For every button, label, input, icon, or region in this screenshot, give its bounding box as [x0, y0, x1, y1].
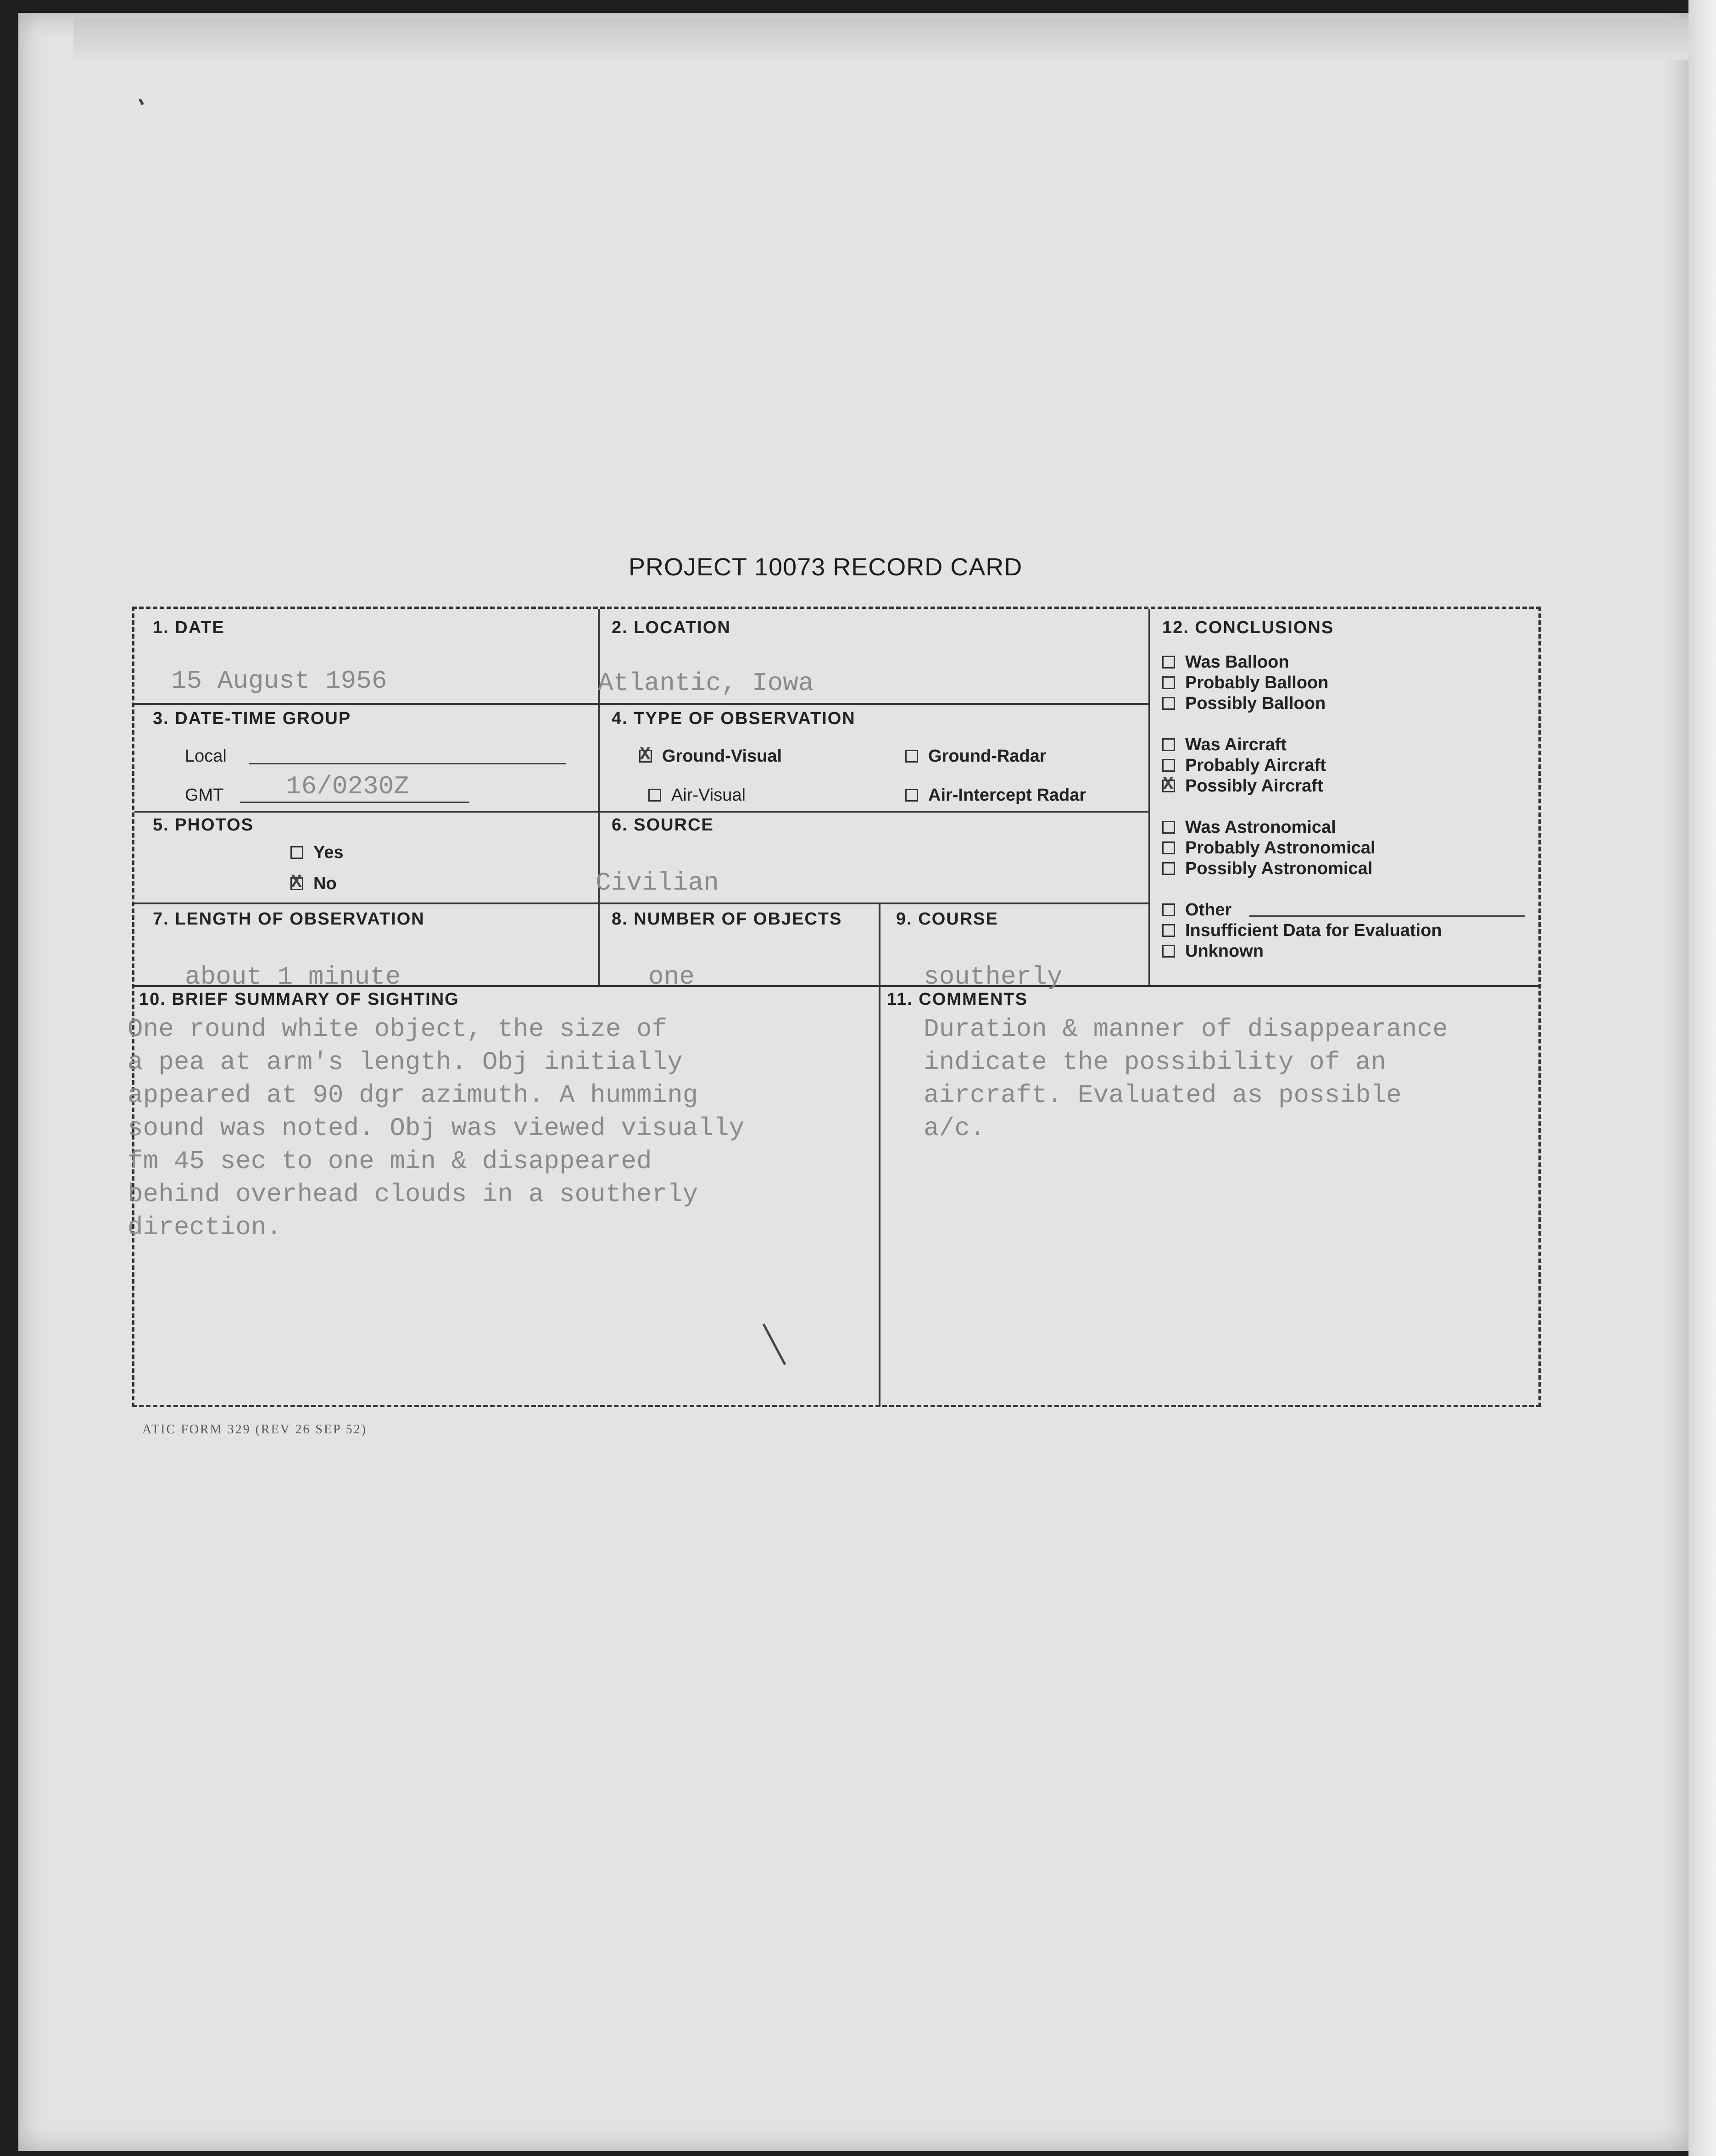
- comments-text: [924, 1013, 1448, 1145]
- checkbox-icon: [1162, 862, 1175, 875]
- checkbox-icon: [1162, 738, 1175, 751]
- divider-v-1: [598, 609, 600, 985]
- other-line: [1249, 915, 1525, 917]
- length-label: 7. LENGTH OF OBSERVATION: [153, 909, 425, 929]
- conclusion-other: Other: [1162, 900, 1231, 920]
- checkbox-icon: [1162, 924, 1175, 937]
- divider-h-3: [134, 903, 1148, 904]
- divider-v-conclusions: [1148, 609, 1150, 985]
- divider-v-course: [879, 903, 880, 1407]
- summary-label: 10. BRIEF SUMMARY OF SIGHTING: [139, 990, 459, 1009]
- checkbox-checked-icon: [290, 877, 303, 890]
- checkbox-icon: [1162, 841, 1175, 854]
- scan-top-band: [73, 18, 1688, 60]
- comments-line: Duration & manner of disappearance: [924, 1014, 1448, 1044]
- location-label: 2. LOCATION: [612, 618, 731, 637]
- form-footer: ATIC FORM 329 (REV 26 SEP 52): [142, 1422, 367, 1437]
- checkbox-icon: [905, 750, 918, 763]
- card-title: PROJECT 10073 RECORD CARD: [629, 553, 1023, 581]
- conclusion-was-balloon: Was Balloon: [1162, 652, 1289, 672]
- checkbox-checked-icon: [639, 750, 652, 763]
- dtg-label: 3. DATE-TIME GROUP: [153, 709, 351, 728]
- objects-value: one: [648, 962, 695, 992]
- dtg-local-line: [249, 763, 566, 764]
- conclusion-probably-astronomical: Probably Astronomical: [1162, 838, 1376, 858]
- length-value: about 1 minute: [185, 962, 401, 992]
- date-value: 15 August 1956: [171, 666, 387, 696]
- photos-no: XNo: [290, 874, 337, 894]
- conclusion-insufficient-data: Insufficient Data for Evaluation: [1162, 921, 1442, 941]
- objects-label: 8. NUMBER OF OBJECTS: [612, 909, 842, 929]
- dtg-gmt-value: 16/0230Z: [286, 772, 409, 801]
- scan-right-edge: [1688, 0, 1716, 2156]
- source-value: Civilian: [596, 868, 719, 897]
- checkbox-icon: [1162, 821, 1175, 834]
- summary-line: behind overhead clouds in a southerly: [128, 1180, 698, 1209]
- checkbox-icon: [1162, 903, 1175, 916]
- summary-line: fm 45 sec to one min & disappeared: [128, 1147, 652, 1176]
- course-value: southerly: [924, 962, 1063, 992]
- checkbox-checked-icon: [1162, 780, 1175, 792]
- checkbox-icon: [648, 789, 661, 802]
- photos-yes: Yes: [290, 843, 344, 863]
- type-label: 4. TYPE OF OBSERVATION: [612, 709, 856, 728]
- location-value: Atlantic, Iowa: [598, 669, 814, 698]
- summary-text: [128, 1013, 744, 1244]
- type-ground-visual: XGround-Visual: [639, 747, 782, 766]
- type-ground-radar: Ground-Radar: [905, 747, 1047, 766]
- conclusion-unknown: Unknown: [1162, 942, 1264, 961]
- source-label: 6. SOURCE: [612, 815, 714, 835]
- conclusion-was-astronomical: Was Astronomical: [1162, 818, 1336, 837]
- checkbox-icon: [1162, 697, 1175, 710]
- conclusion-possibly-balloon: Possibly Balloon: [1162, 694, 1326, 713]
- conclusion-probably-aircraft: Probably Aircraft: [1162, 756, 1326, 775]
- conclusion-possibly-aircraft: XPossibly Aircraft: [1162, 776, 1323, 796]
- checkbox-icon: [1162, 676, 1175, 689]
- summary-line: sound was noted. Obj was viewed visually: [128, 1114, 745, 1143]
- checkbox-icon: [1162, 656, 1175, 669]
- date-label: 1. DATE: [153, 618, 225, 637]
- divider-h-1: [134, 703, 1148, 705]
- comments-line: indicate the possibility of an: [924, 1047, 1387, 1077]
- record-card: [128, 607, 1541, 1407]
- summary-line: direction.: [128, 1213, 282, 1242]
- checkbox-icon: [905, 789, 918, 802]
- conclusion-possibly-astronomical: Possibly Astronomical: [1162, 859, 1372, 879]
- comments-line: a/c.: [924, 1114, 986, 1143]
- dtg-gmt-label: GMT: [185, 786, 224, 805]
- course-label: 9. COURSE: [896, 909, 998, 929]
- comments-label: 11. COMMENTS: [887, 990, 1028, 1009]
- conclusion-was-aircraft: Was Aircraft: [1162, 735, 1287, 755]
- divider-h-2: [134, 811, 1148, 813]
- type-air-intercept-radar: Air-Intercept Radar: [905, 786, 1086, 805]
- comments-line: aircraft. Evaluated as possible: [924, 1081, 1402, 1110]
- checkbox-icon: [1162, 759, 1175, 772]
- conclusion-probably-balloon: Probably Balloon: [1162, 673, 1328, 693]
- checkbox-icon: [290, 846, 303, 859]
- summary-line: One round white object, the size of: [128, 1014, 668, 1044]
- checkbox-icon: [1162, 945, 1175, 958]
- photos-label: 5. PHOTOS: [153, 815, 254, 835]
- dtg-local-label: Local: [185, 747, 227, 766]
- summary-line: appeared at 90 dgr azimuth. A humming: [128, 1081, 698, 1110]
- conclusions-label: 12. CONCLUSIONS: [1162, 618, 1334, 637]
- type-air-visual: Air-Visual: [648, 786, 746, 805]
- dtg-gmt-line: [240, 802, 469, 803]
- summary-line: a pea at arm's length. Obj initially: [128, 1047, 683, 1077]
